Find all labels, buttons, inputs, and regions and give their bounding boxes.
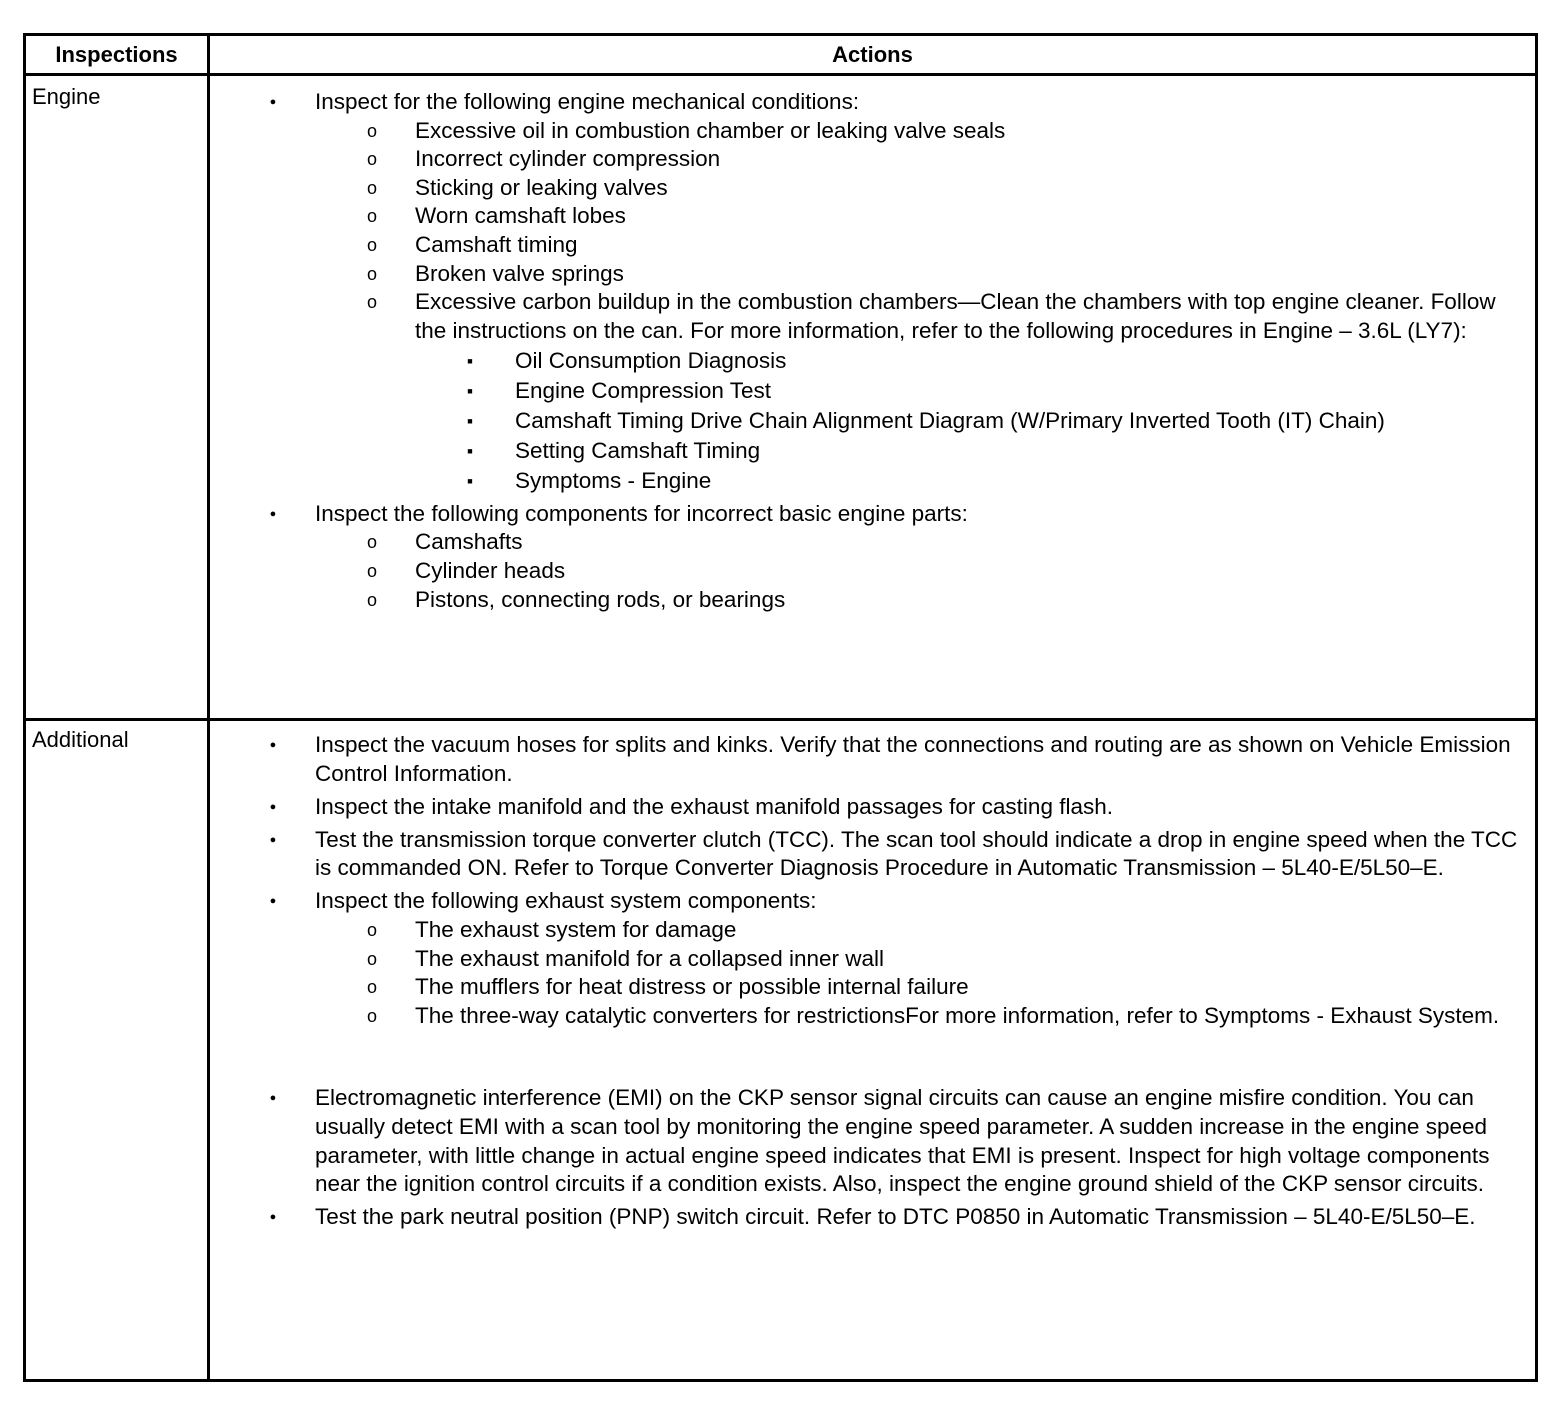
sub-list-item <box>315 586 1527 615</box>
list-item-text: Inspect the intake manifold and the exhaust manifold passages for casting flash. <box>315 793 1113 819</box>
list-item-text: Inspect the following components for incorrect basic engine parts: <box>315 500 968 526</box>
sub-list-item <box>315 117 1527 146</box>
row-label-engine: Engine <box>32 84 101 109</box>
bullet-icon <box>265 1203 281 1232</box>
sub-list-item-text: Incorrect cylinder compression <box>415 146 721 172</box>
sub-list-item-text: Pistons, connecting rods, or bearings <box>415 586 786 612</box>
list-item-text: Test the park neutral position (PNP) switch circuit. Refer to DTC P0850 in Automatic Transmission – 5L40-E/5L50–E. <box>315 1204 1476 1230</box>
circle-bullet-icon <box>364 288 380 317</box>
header-actions: Actions <box>832 42 913 67</box>
circle-bullet-icon <box>364 231 380 260</box>
header-divider <box>26 73 1535 76</box>
list-item-text: Inspect the following exhaust system components: <box>315 888 817 914</box>
circle-bullet-icon <box>364 145 380 174</box>
sub-list-item-text: The three-way catalytic converters for restrictionsFor more information, refer to Symptoms - Exhaust System. <box>415 1002 1500 1028</box>
sub-list-item-text: Camshafts <box>415 529 523 555</box>
list-item-text: Inspect for the following engine mechanical conditions: <box>315 89 860 114</box>
list-item-text: Inspect the vacuum hoses for splits and kinks. Verify that the connections and routing are as shown on Vehicle Emission Control Information. <box>315 732 1511 786</box>
sub-list-item-text: The exhaust manifold for a collapsed inner wall <box>415 945 885 971</box>
square-bullet-icon <box>462 467 478 500</box>
inspection-table <box>23 33 1538 1382</box>
bullet-icon <box>265 500 281 529</box>
bullet-icon <box>265 793 281 822</box>
list-item <box>210 500 1535 614</box>
sub-list-item <box>315 528 1527 557</box>
circle-bullet-icon <box>364 260 380 289</box>
sub-list-item <box>315 174 1527 203</box>
sub-list-item-text: The exhaust system for damage <box>415 917 737 943</box>
circle-bullet-icon <box>364 117 380 146</box>
procedure-link[interactable]: Oil Consumption Diagnosis <box>515 347 787 373</box>
sub-list-item <box>315 288 1527 495</box>
square-bullet-icon <box>462 377 478 410</box>
sub-list-item <box>315 973 1527 1002</box>
circle-bullet-icon <box>364 586 380 615</box>
sub-list-item-text: Cylinder heads <box>415 557 566 583</box>
list-item <box>210 887 1535 1030</box>
procedure-link[interactable]: Setting Camshaft Timing <box>515 437 761 463</box>
header-inspections: Inspections <box>55 42 178 67</box>
list-item <box>210 1084 1535 1198</box>
list-item <box>210 1203 1535 1232</box>
bullet-icon <box>265 887 281 916</box>
bullet-icon <box>265 1084 281 1113</box>
list-item <box>210 88 1535 495</box>
engine-actions <box>210 88 1535 619</box>
row-label-additional: Additional <box>32 727 129 752</box>
circle-bullet-icon <box>364 945 380 974</box>
sub-list-item <box>315 1002 1527 1031</box>
procedure-link[interactable]: Symptoms - Engine <box>515 467 712 493</box>
procedure-link[interactable]: Camshaft Timing Drive Chain Alignment Diagram (W/Primary Inverted Tooth (IT) Chain) <box>515 407 1385 433</box>
circle-bullet-icon <box>364 916 380 945</box>
row-divider <box>26 718 1535 721</box>
bullet-icon <box>265 88 281 117</box>
procedure-link-item <box>415 377 1527 406</box>
sub-list-item <box>315 260 1527 289</box>
sub-list-item-text: Excessive oil in combustion chamber or leaking valve seals <box>415 117 1006 143</box>
sub-list-item-text: Broken valve springs <box>415 260 624 286</box>
sub-list-item <box>315 145 1527 174</box>
procedure-link-item <box>415 347 1527 376</box>
procedure-link-item <box>415 437 1527 466</box>
sub-list-item <box>315 202 1527 231</box>
square-bullet-icon <box>462 407 478 440</box>
circle-bullet-icon <box>364 202 380 231</box>
list-item-text: Electromagnetic interference (EMI) on the CKP sensor signal circuits can cause an engine misfire condition. You can usually detect EMI with a scan tool by monitoring the engine speed parameter. A sudden increase in the engine speed parameter, with little change in actual engine speed indicates that EMI is present. Inspect for high voltage components near the ignition control circuits if a condition exists. Also, inspect the engine ground shield of the CKP sensor circuits. <box>315 1085 1490 1197</box>
circle-bullet-icon <box>364 557 380 586</box>
list-item <box>210 731 1535 788</box>
list-item <box>210 826 1535 883</box>
list-item <box>210 793 1535 822</box>
sub-list-item <box>315 231 1527 260</box>
square-bullet-icon <box>462 347 478 380</box>
sub-list-item <box>315 916 1527 945</box>
sub-list-item-text: The mufflers for heat distress or possible internal failure <box>415 974 969 1000</box>
sub-list-item-text: Worn camshaft lobes <box>415 203 626 229</box>
additional-actions <box>210 731 1535 1236</box>
square-bullet-icon <box>462 437 478 470</box>
circle-bullet-icon <box>364 174 380 203</box>
sub-list-item-text: Sticking or leaking valves <box>415 174 668 200</box>
sub-list-item <box>315 945 1527 974</box>
circle-bullet-icon <box>364 528 380 557</box>
procedure-link-item <box>415 467 1527 496</box>
procedure-link-item <box>415 407 1527 436</box>
list-item-text: Test the transmission torque converter clutch (TCC). The scan tool should indicate a drop in engine speed when the TCC is commanded ON. Refer to Torque Converter Diagnosis Procedure in Automatic Transmission – 5L40-E/5L50–E. <box>315 826 1518 881</box>
bullet-icon <box>265 731 281 760</box>
sub-list-item-text: Excessive carbon buildup in the combustion chambers—Clean the chambers with top engine cleaner. Follow the instructions on the can. For more information, refer to the following procedures in Engine – 3.6L (LY7): <box>415 289 1496 343</box>
bullet-icon <box>265 826 281 855</box>
circle-bullet-icon <box>364 1002 380 1031</box>
sub-list-item-text: Camshaft timing <box>415 231 578 257</box>
circle-bullet-icon <box>364 973 380 1002</box>
procedure-link[interactable]: Engine Compression Test <box>515 377 771 403</box>
sub-list-item <box>315 557 1527 586</box>
